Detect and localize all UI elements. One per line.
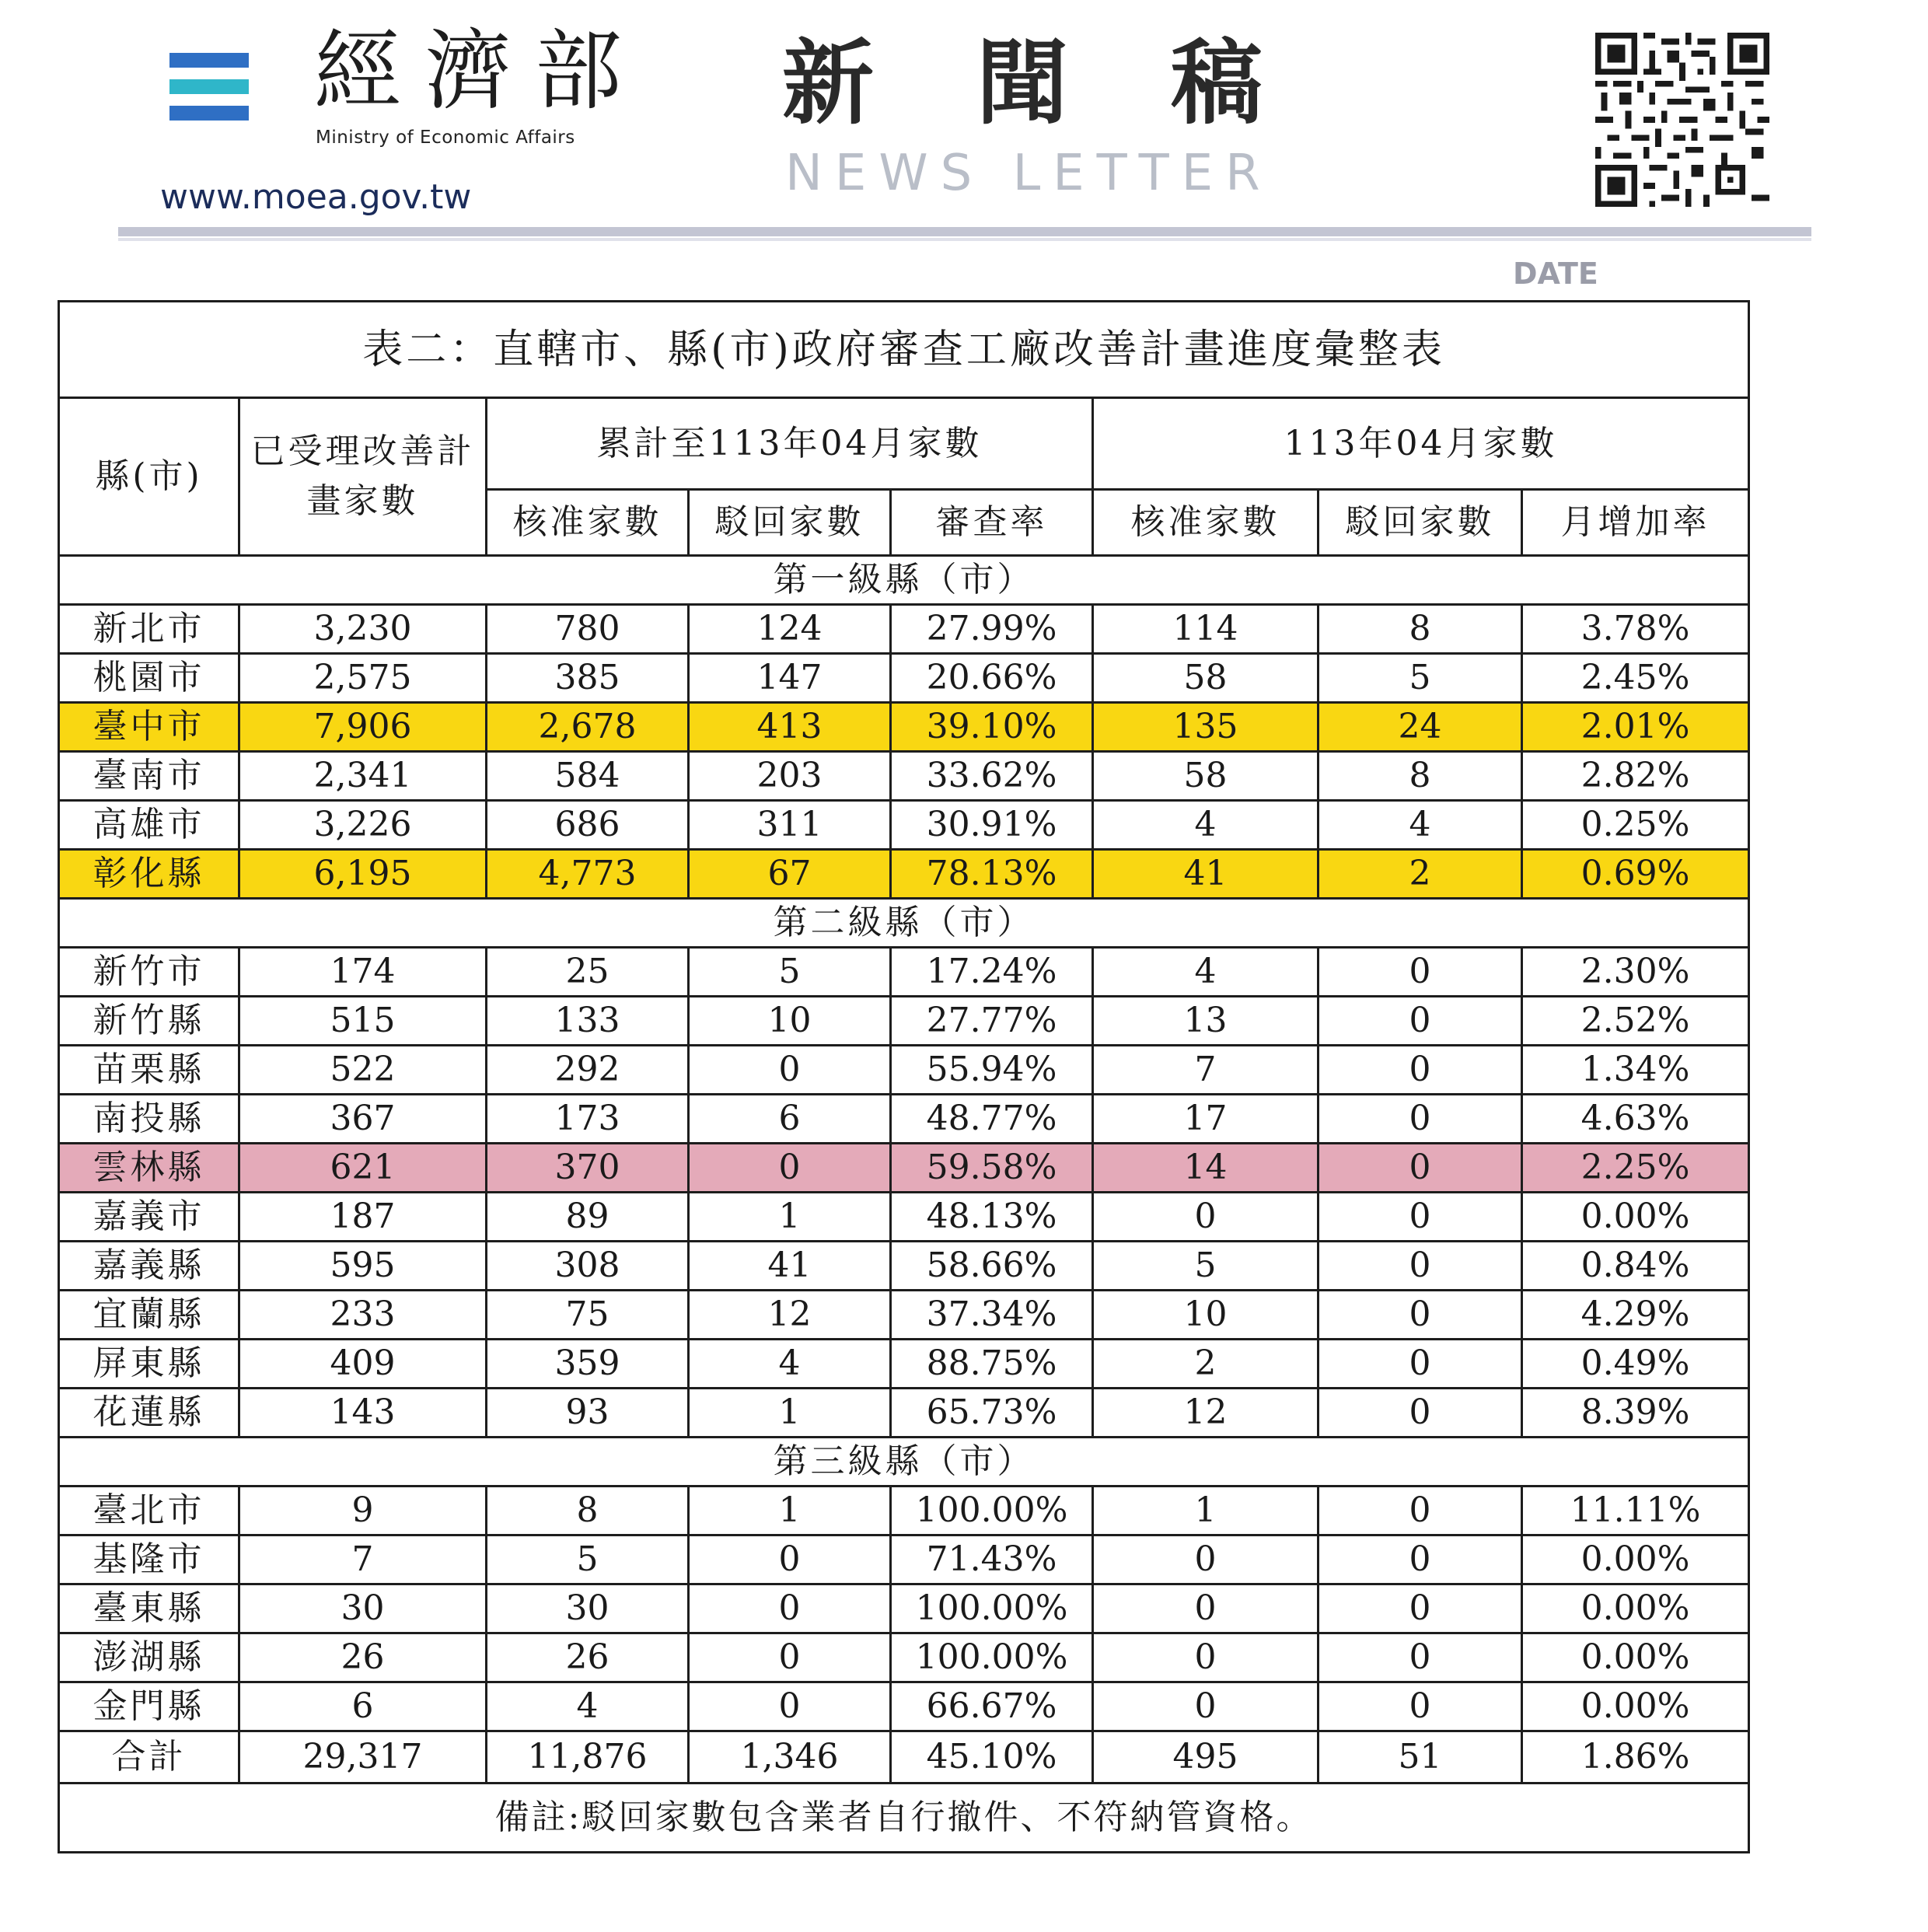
date-label: DATE (1513, 257, 1598, 291)
cell-growth: 2.82% (1522, 752, 1749, 801)
org-name-en: Ministry of Economic Affairs (316, 128, 575, 148)
cell-rejected: 413 (689, 703, 891, 752)
cell-m-approved: 4 (1093, 801, 1319, 850)
cell-accepted: 30 (239, 1584, 487, 1633)
cell-approved: 780 (487, 605, 689, 654)
cell-review-rate: 66.67% (891, 1682, 1093, 1731)
cell-m-rejected: 0 (1319, 1242, 1522, 1291)
cell-m-approved: 135 (1093, 703, 1319, 752)
header-county: 縣(市) (59, 398, 239, 556)
table-row (59, 1535, 1749, 1584)
table-row (59, 1682, 1749, 1731)
cell-approved: 292 (487, 1046, 689, 1095)
cell-approved: 133 (487, 997, 689, 1046)
cell-accepted: 7 (239, 1535, 487, 1584)
cell-rejected: 12 (689, 1291, 891, 1340)
cell-review-rate: 88.75% (891, 1340, 1093, 1389)
cell-review-rate: 17.24% (891, 948, 1093, 997)
cell-accepted: 7,906 (239, 703, 487, 752)
cell-m-approved: 0 (1093, 1193, 1319, 1242)
cell-rejected: 1,346 (689, 1731, 891, 1784)
table-row (59, 1242, 1749, 1291)
cell-approved: 173 (487, 1095, 689, 1144)
cell-county: 高雄市 (59, 801, 239, 850)
moea-logo (169, 53, 249, 135)
cell-m-rejected: 0 (1319, 997, 1522, 1046)
cell-m-approved: 5 (1093, 1242, 1319, 1291)
cell-growth: 4.63% (1522, 1095, 1749, 1144)
cell-growth: 0.00% (1522, 1535, 1749, 1584)
table-row (59, 997, 1749, 1046)
cell-accepted: 174 (239, 948, 487, 997)
cell-growth: 0.00% (1522, 1682, 1749, 1731)
cell-county: 彰化縣 (59, 850, 239, 899)
tier-label: 第三級縣（市） (59, 1438, 1749, 1487)
logo-bar-bottom (169, 106, 249, 121)
cell-county: 苗栗縣 (59, 1046, 239, 1095)
table-row (59, 1095, 1749, 1144)
cell-m-rejected: 0 (1319, 1389, 1522, 1438)
cell-m-rejected: 0 (1319, 948, 1522, 997)
cell-county: 臺南市 (59, 752, 239, 801)
cell-growth: 0.25% (1522, 801, 1749, 850)
doc-type-subtitle: NEWS LETTER (785, 145, 1273, 202)
cell-rejected: 124 (689, 605, 891, 654)
cell-m-approved: 58 (1093, 752, 1319, 801)
cell-rejected: 1 (689, 1487, 891, 1535)
table-note: 備註:駁回家數包含業者自行撤件、不符納管資格。 (59, 1784, 1749, 1853)
cell-county: 雲林縣 (59, 1144, 239, 1193)
cell-rejected: 0 (689, 1046, 891, 1095)
table-row (59, 850, 1749, 899)
table-row (59, 605, 1749, 654)
org-name: 經濟部 (314, 21, 645, 122)
cell-review-rate: 20.66% (891, 654, 1093, 703)
cell-m-rejected: 0 (1319, 1095, 1522, 1144)
cell-growth: 3.78% (1522, 605, 1749, 654)
cell-county: 金門縣 (59, 1682, 239, 1731)
cell-m-approved: 4 (1093, 948, 1319, 997)
cell-rejected: 0 (689, 1144, 891, 1193)
cell-accepted: 187 (239, 1193, 487, 1242)
cell-approved: 4 (487, 1682, 689, 1731)
cell-county: 桃園市 (59, 654, 239, 703)
cell-m-rejected: 5 (1319, 654, 1522, 703)
cell-m-approved: 0 (1093, 1682, 1319, 1731)
cell-county: 宜蘭縣 (59, 1291, 239, 1340)
cell-approved: 370 (487, 1144, 689, 1193)
cell-m-approved: 1 (1093, 1487, 1319, 1535)
cell-accepted: 3,226 (239, 801, 487, 850)
tier-row (59, 899, 1749, 948)
cell-accepted: 143 (239, 1389, 487, 1438)
cell-accepted: 522 (239, 1046, 487, 1095)
cell-review-rate: 58.66% (891, 1242, 1093, 1291)
cell-m-rejected: 0 (1319, 1340, 1522, 1389)
table-row (59, 1144, 1749, 1193)
table-row (59, 1389, 1749, 1438)
cell-m-approved: 495 (1093, 1731, 1319, 1784)
logo-bar-top (169, 53, 249, 68)
cell-rejected: 6 (689, 1095, 891, 1144)
cell-county: 臺中市 (59, 703, 239, 752)
table-row (59, 1487, 1749, 1535)
cell-m-approved: 14 (1093, 1144, 1319, 1193)
cell-approved: 385 (487, 654, 689, 703)
cell-growth: 11.11% (1522, 1487, 1749, 1535)
cell-review-rate: 59.58% (891, 1144, 1093, 1193)
cell-accepted: 233 (239, 1291, 487, 1340)
cell-growth: 2.25% (1522, 1144, 1749, 1193)
factory-review-table (58, 300, 1750, 1853)
cell-rejected: 5 (689, 948, 891, 997)
cell-accepted: 367 (239, 1095, 487, 1144)
cell-accepted: 29,317 (239, 1731, 487, 1784)
cell-review-rate: 71.43% (891, 1535, 1093, 1584)
cell-m-rejected: 8 (1319, 752, 1522, 801)
cell-accepted: 6,195 (239, 850, 487, 899)
header-monthly-rejected: 駁回家數 (1319, 490, 1522, 556)
cell-rejected: 67 (689, 850, 891, 899)
table-row (59, 1291, 1749, 1340)
cell-review-rate: 33.62% (891, 752, 1093, 801)
cell-growth: 4.29% (1522, 1291, 1749, 1340)
cell-m-rejected: 0 (1319, 1291, 1522, 1340)
cell-m-rejected: 0 (1319, 1535, 1522, 1584)
cell-rejected: 0 (689, 1682, 891, 1731)
cell-m-approved: 114 (1093, 605, 1319, 654)
table-row (59, 1633, 1749, 1682)
cell-m-approved: 58 (1093, 654, 1319, 703)
cell-growth: 0.00% (1522, 1193, 1749, 1242)
cell-m-rejected: 0 (1319, 1682, 1522, 1731)
cell-approved: 30 (487, 1584, 689, 1633)
cell-approved: 8 (487, 1487, 689, 1535)
cell-m-rejected: 51 (1319, 1731, 1522, 1784)
cell-review-rate: 37.34% (891, 1291, 1093, 1340)
cell-approved: 25 (487, 948, 689, 997)
header-monthly-approved: 核准家數 (1093, 490, 1319, 556)
cell-approved: 359 (487, 1340, 689, 1389)
table-row (59, 1584, 1749, 1633)
cell-county: 南投縣 (59, 1095, 239, 1144)
cell-review-rate: 30.91% (891, 801, 1093, 850)
cell-county: 嘉義市 (59, 1193, 239, 1242)
cell-rejected: 311 (689, 801, 891, 850)
cell-growth: 0.00% (1522, 1584, 1749, 1633)
cell-review-rate: 78.13% (891, 850, 1093, 899)
cell-m-approved: 0 (1093, 1584, 1319, 1633)
cell-m-approved: 17 (1093, 1095, 1319, 1144)
cell-county: 合計 (59, 1731, 239, 1784)
cell-rejected: 147 (689, 654, 891, 703)
table-row (59, 1193, 1749, 1242)
cell-growth: 2.52% (1522, 997, 1749, 1046)
table-row (59, 1046, 1749, 1095)
table-row (59, 703, 1749, 752)
cell-rejected: 1 (689, 1389, 891, 1438)
cell-county: 臺東縣 (59, 1584, 239, 1633)
cell-review-rate: 100.00% (891, 1633, 1093, 1682)
header-review-rate: 審查率 (891, 490, 1093, 556)
cell-accepted: 621 (239, 1144, 487, 1193)
table-row (59, 654, 1749, 703)
cell-rejected: 0 (689, 1584, 891, 1633)
cell-rejected: 10 (689, 997, 891, 1046)
cell-rejected: 1 (689, 1193, 891, 1242)
cell-m-rejected: 0 (1319, 1193, 1522, 1242)
cell-accepted: 2,341 (239, 752, 487, 801)
cell-m-rejected: 0 (1319, 1487, 1522, 1535)
cell-county: 臺北市 (59, 1487, 239, 1535)
cell-review-rate: 100.00% (891, 1487, 1093, 1535)
cell-approved: 89 (487, 1193, 689, 1242)
cell-review-rate: 100.00% (891, 1584, 1093, 1633)
cell-growth: 1.86% (1522, 1731, 1749, 1784)
cell-growth: 2.45% (1522, 654, 1749, 703)
cell-rejected: 203 (689, 752, 891, 801)
qr-code-icon (1595, 33, 1769, 207)
note-row (59, 1784, 1749, 1853)
cell-rejected: 4 (689, 1340, 891, 1389)
cell-approved: 93 (487, 1389, 689, 1438)
cell-county: 花蓮縣 (59, 1389, 239, 1438)
cell-m-approved: 10 (1093, 1291, 1319, 1340)
cell-rejected: 41 (689, 1242, 891, 1291)
header-rejected: 駁回家數 (689, 490, 891, 556)
cell-approved: 2,678 (487, 703, 689, 752)
cell-accepted: 9 (239, 1487, 487, 1535)
cell-county: 澎湖縣 (59, 1633, 239, 1682)
cell-review-rate: 39.10% (891, 703, 1093, 752)
cell-approved: 75 (487, 1291, 689, 1340)
cell-accepted: 26 (239, 1633, 487, 1682)
cell-accepted: 6 (239, 1682, 487, 1731)
table-row (59, 948, 1749, 997)
cell-review-rate: 48.13% (891, 1193, 1093, 1242)
cell-county: 新竹縣 (59, 997, 239, 1046)
header-growth-rate: 月增加率 (1522, 490, 1749, 556)
cell-county: 嘉義縣 (59, 1242, 239, 1291)
header-accepted: 已受理改善計畫家數 (239, 398, 487, 556)
cell-review-rate: 48.77% (891, 1095, 1093, 1144)
org-url: www.moea.gov.tw (160, 177, 472, 217)
table-row (59, 1340, 1749, 1389)
cell-accepted: 2,575 (239, 654, 487, 703)
tier-label: 第二級縣（市） (59, 899, 1749, 948)
header-rule (118, 227, 1811, 236)
cell-growth: 8.39% (1522, 1389, 1749, 1438)
header-cumulative-group: 累計至113年04月家數 (487, 398, 1093, 490)
cell-m-approved: 7 (1093, 1046, 1319, 1095)
cell-growth: 0.49% (1522, 1340, 1749, 1389)
doc-type-title: 新聞稿 (782, 29, 1366, 137)
tier-row (59, 1438, 1749, 1487)
cell-m-approved: 2 (1093, 1340, 1319, 1389)
cell-approved: 5 (487, 1535, 689, 1584)
cell-review-rate: 55.94% (891, 1046, 1093, 1095)
table-row (59, 752, 1749, 801)
cell-approved: 308 (487, 1242, 689, 1291)
cell-m-rejected: 0 (1319, 1046, 1522, 1095)
cell-accepted: 3,230 (239, 605, 487, 654)
cell-county: 新北市 (59, 605, 239, 654)
cell-m-approved: 12 (1093, 1389, 1319, 1438)
logo-bar-middle (169, 79, 249, 94)
table-row (59, 1731, 1749, 1784)
tier-label: 第一級縣（市） (59, 556, 1749, 605)
cell-county: 新竹市 (59, 948, 239, 997)
cell-review-rate: 45.10% (891, 1731, 1093, 1784)
cell-accepted: 595 (239, 1242, 487, 1291)
cell-review-rate: 27.77% (891, 997, 1093, 1046)
cell-growth: 0.84% (1522, 1242, 1749, 1291)
cell-accepted: 409 (239, 1340, 487, 1389)
cell-accepted: 515 (239, 997, 487, 1046)
cell-growth: 0.69% (1522, 850, 1749, 899)
cell-m-approved: 13 (1093, 997, 1319, 1046)
cell-growth: 1.34% (1522, 1046, 1749, 1095)
cell-m-rejected: 2 (1319, 850, 1522, 899)
header-rule-shadow (118, 238, 1811, 241)
cell-approved: 26 (487, 1633, 689, 1682)
cell-county: 屏東縣 (59, 1340, 239, 1389)
cell-rejected: 0 (689, 1633, 891, 1682)
cell-m-rejected: 0 (1319, 1584, 1522, 1633)
cell-approved: 4,773 (487, 850, 689, 899)
cell-approved: 686 (487, 801, 689, 850)
cell-approved: 584 (487, 752, 689, 801)
header-approved: 核准家數 (487, 490, 689, 556)
cell-m-approved: 0 (1093, 1535, 1319, 1584)
cell-m-rejected: 24 (1319, 703, 1522, 752)
cell-m-rejected: 0 (1319, 1633, 1522, 1682)
tier-row (59, 556, 1749, 605)
cell-m-approved: 0 (1093, 1633, 1319, 1682)
cell-growth: 2.01% (1522, 703, 1749, 752)
table-row (59, 801, 1749, 850)
cell-m-approved: 41 (1093, 850, 1319, 899)
cell-review-rate: 65.73% (891, 1389, 1093, 1438)
cell-m-rejected: 0 (1319, 1144, 1522, 1193)
cell-review-rate: 27.99% (891, 605, 1093, 654)
cell-growth: 2.30% (1522, 948, 1749, 997)
header-monthly-group: 113年04月家數 (1093, 398, 1749, 490)
cell-m-rejected: 4 (1319, 801, 1522, 850)
cell-approved: 11,876 (487, 1731, 689, 1784)
table-title: 表二：直轄市、縣(市)政府審查工廠改善計畫進度彙整表 (59, 302, 1749, 398)
cell-county: 基隆市 (59, 1535, 239, 1584)
cell-growth: 0.00% (1522, 1633, 1749, 1682)
cell-rejected: 0 (689, 1535, 891, 1584)
cell-m-rejected: 8 (1319, 605, 1522, 654)
